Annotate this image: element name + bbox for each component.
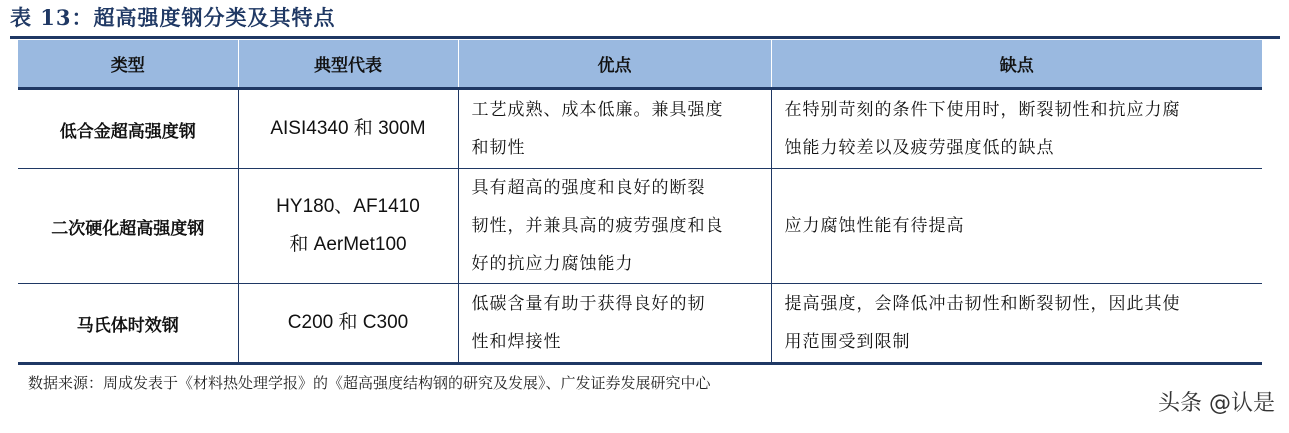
type-text: 低合金超高强度钢 xyxy=(59,121,196,142)
header-type: 类型 xyxy=(18,40,238,89)
cell-type xyxy=(18,169,238,284)
table-row xyxy=(18,89,1262,169)
pros-line: 工艺成熟、成本低廉。兼具强度 xyxy=(471,100,724,120)
cell-type xyxy=(18,284,238,364)
type-text: 马氏体时效钢 xyxy=(76,315,179,336)
cell-pros xyxy=(458,89,771,169)
cons-line: 用范围受到限制 xyxy=(784,332,911,352)
cell-cons xyxy=(771,284,1262,364)
cell-type xyxy=(18,89,238,169)
pros-line: 和韧性 xyxy=(471,138,526,158)
steel-classification-table xyxy=(18,40,1262,365)
cell-cons xyxy=(771,169,1262,284)
source-note: 数据来源：周成发表于《材料热处理学报》的《超高强度结构钢的研究及发展》、广发证券发展研究中心 xyxy=(28,374,711,392)
cons-line: 应力腐蚀性能有待提高 xyxy=(784,216,965,236)
header-representative: 典型代表 xyxy=(238,40,458,89)
representative-line: HY180、AF1410 xyxy=(276,196,420,217)
cell-representative xyxy=(238,284,458,364)
table-header-row xyxy=(18,40,1262,89)
cell-pros xyxy=(458,284,771,364)
representative-line: C200 和 C300 xyxy=(287,312,409,333)
table-row xyxy=(18,284,1262,364)
representative-line: 和 AerMet100 xyxy=(289,234,407,255)
type-text: 二次硬化超高强度钢 xyxy=(51,218,205,239)
cell-pros xyxy=(458,169,771,284)
header-pros: 优点 xyxy=(458,40,771,89)
table-row xyxy=(18,169,1262,284)
cons-line: 提高强度，会降低冲击韧性和断裂韧性，因此其使 xyxy=(784,294,1181,314)
title-divider xyxy=(10,36,1280,39)
cons-line: 在特别苛刻的条件下使用时，断裂韧性和抗应力腐 xyxy=(784,100,1181,120)
pros-line: 好的抗应力腐蚀能力 xyxy=(471,254,634,274)
pros-line: 具有超高的强度和良好的断裂 xyxy=(471,178,706,198)
header-cons: 缺点 xyxy=(771,40,1262,89)
representative-line: AISI4340 和 300M xyxy=(270,118,426,139)
watermark: 头条 @认是 xyxy=(1158,391,1275,416)
cons-line: 蚀能力较差以及疲劳强度低的缺点 xyxy=(784,138,1055,158)
cell-representative xyxy=(238,169,458,284)
table-title: 表 13：超高强度钢分类及其特点 xyxy=(10,5,336,30)
cell-cons xyxy=(771,89,1262,169)
pros-line: 低碳含量有助于获得良好的韧 xyxy=(471,294,706,314)
pros-line: 性和焊接性 xyxy=(471,332,562,352)
pros-line: 韧性，并兼具高的疲劳强度和良 xyxy=(471,216,724,236)
cell-representative xyxy=(238,89,458,169)
